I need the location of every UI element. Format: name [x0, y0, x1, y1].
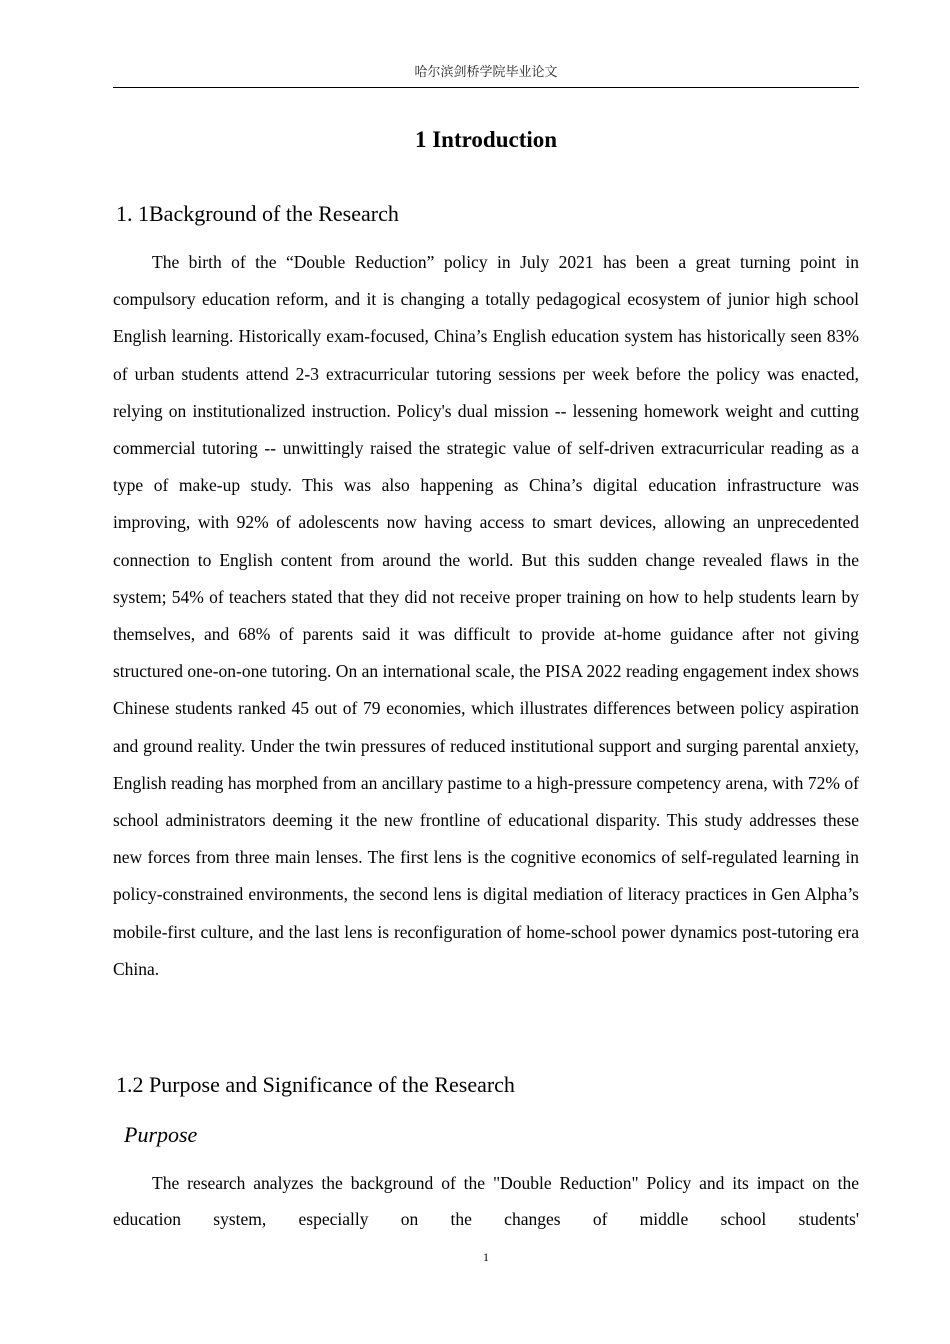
running-header: 哈尔滨剑桥学院毕业论文 — [414, 65, 558, 80]
section-title-background: 1. 1Background of the Research — [116, 201, 399, 226]
page-number: 1 — [483, 1250, 489, 1264]
background-paragraph: The birth of the “Double Reduction” policy in July 2021 has been a great turning point in compulsory education reform, and it is changing a totally pedagogical ecosystem of junior high school English learning. Historically exam-focused, China’s English education system has historically seen 83% of urban students attend 2-3 extracurricular tutoring sessions per week before the policy was enacted, relying on institutionalized instruction. Policy's dual mission -- lessening homework weight and cutting commercial tutoring -- unwittingly raised the strategic value of self-driven extracurricular reading as a type of make-up study. This was also happening as China’s digital education infrastructure was improving, with 92% of adolescents now having access to smart devices, allowing an unprecedented connection to English content from around the world. But this sudden change revealed flaws in the system; 54% of teachers stated that they did not receive proper training on how to help students learn by themselves, and 68% of parents said it was difficult to provide at-home guidance after not giving structured one-on-one tutoring. On an international scale, the PISA 2022 reading engagement index shows Chinese students ranked 45 out of 79 economies, which illustrates differences between policy aspiration and ground reality. Under the twin pressures of reduced institutional support and surging parental anxiety, English reading has morphed from an ancillary pastime to a high-pressure competency arena, with 72% of school administrators deeming it the new frontline of educational disparity. This study addresses these new forces from three main lenses. The first lens is the cognitive economics of self-regulated learning in policy-constrained environments, the second lens is digital mediation of literacy practices in Gen Alpha’s mobile-first culture, and the last lens is reconfiguration of home-school power dynamics post-tutoring era China. — [113, 252, 859, 979]
subsection-title-purpose: Purpose — [124, 1122, 198, 1147]
chapter-title: 1 Introduction — [414, 127, 558, 152]
header-divider — [113, 87, 859, 88]
section-title-purpose-significance: 1.2 Purpose and Significance of the Research — [116, 1072, 515, 1097]
purpose-paragraph: The research analyzes the background of the "Double Reduction" Policy and its impact on the education system, especially on the changes of middle school students' — [113, 1173, 859, 1229]
